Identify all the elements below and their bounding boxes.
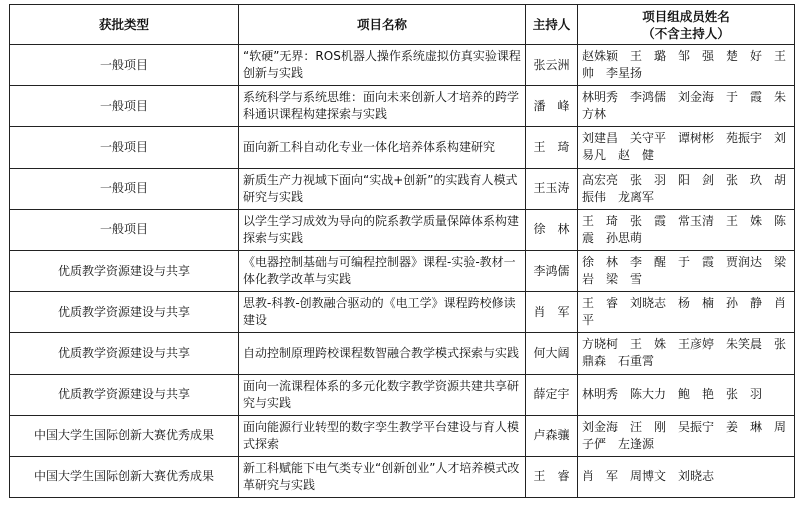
header-members-line1: 项目组成员姓名 bbox=[642, 8, 730, 24]
cell-type: 优质教学资源建设与共享 bbox=[10, 292, 239, 333]
cell-host: 王玉涛 bbox=[526, 168, 578, 209]
cell-members: 方晓柯 王 姝 王彦婷 朱笑晨 张鼎森 石重霄 bbox=[578, 333, 795, 374]
table-header bbox=[10, 5, 795, 45]
cell-type: 一般项目 bbox=[10, 45, 239, 86]
cell-host: 王 睿 bbox=[526, 456, 578, 497]
table-row bbox=[10, 209, 795, 250]
cell-type: 一般项目 bbox=[10, 127, 239, 168]
cell-project-name: 系统科学与系统思维：面向未来创新人才培养的跨学科通识课程构建探索与实践 bbox=[239, 86, 526, 127]
table-row bbox=[10, 333, 795, 374]
cell-type: 优质教学资源建设与共享 bbox=[10, 374, 239, 415]
cell-project-name: 新工科赋能下电气类专业“创新创业”人才培养模式改革研究与实践 bbox=[239, 456, 526, 497]
cell-type: 一般项目 bbox=[10, 209, 239, 250]
cell-project-name: 面向新工科自动化专业一体化培养体系构建研究 bbox=[239, 127, 526, 168]
cell-members: 高宏亮 张 羽 阳 剑 张 玖 胡振伟 龙离军 bbox=[578, 168, 795, 209]
cell-host: 王 琦 bbox=[526, 127, 578, 168]
cell-host: 徐 林 bbox=[526, 209, 578, 250]
cell-host: 张云洲 bbox=[526, 45, 578, 86]
cell-members: 赵姝颖 王 璐 邹 强 楚 好 王 帅 李星扬 bbox=[578, 45, 795, 86]
header-members bbox=[578, 5, 795, 45]
cell-project-name: “软硬”无界：ROS机器人操作系统虚拟仿真实验课程创新与实践 bbox=[239, 45, 526, 86]
cell-type: 中国大学生国际创新大赛优秀成果 bbox=[10, 415, 239, 456]
cell-members: 刘金海 汪 刚 吴振宁 姜 琳 周子俨 左逢源 bbox=[578, 415, 795, 456]
table-body bbox=[10, 45, 798, 498]
cell-members: 林明秀 陈大力 鲍 艳 张 羽 bbox=[578, 374, 795, 415]
cell-members: 王 睿 刘晓志 杨 楠 孙 静 肖 平 bbox=[578, 292, 795, 333]
cell-project-name: 思教-科教-创教融合驱动的《电工学》课程跨校修读建设 bbox=[239, 292, 526, 333]
table-row bbox=[10, 292, 795, 333]
cell-project-name: 面向一流课程体系的多元化数字教学资源共建共享研究与实践 bbox=[239, 374, 526, 415]
header-members-line2: （不含主持人） bbox=[642, 25, 730, 41]
award-table-container bbox=[9, 4, 798, 498]
cell-type: 优质教学资源建设与共享 bbox=[10, 333, 239, 374]
cell-type: 中国大学生国际创新大赛优秀成果 bbox=[10, 456, 239, 497]
cell-type: 一般项目 bbox=[10, 168, 239, 209]
header-type: 获批类型 bbox=[10, 5, 239, 45]
cell-project-name: 面向能源行业转型的数字孪生教学平台建设与育人模式探索 bbox=[239, 415, 526, 456]
cell-host: 何大阔 bbox=[526, 333, 578, 374]
cell-project-name: 《电器控制基础与可编程控制器》课程-实验-教材一体化教学改革与实践 bbox=[239, 250, 526, 291]
cell-project-name: 自动控制原理跨校课程数智融合教学模式探索与实践 bbox=[239, 333, 526, 374]
table-row bbox=[10, 86, 795, 127]
table-row bbox=[10, 374, 795, 415]
cell-members: 刘建昌 关守平 谭树彬 苑振宇 刘易凡 赵 健 bbox=[578, 127, 795, 168]
cell-host: 潘 峰 bbox=[526, 86, 578, 127]
table-row bbox=[10, 45, 795, 86]
table-row bbox=[10, 415, 795, 456]
cell-type: 一般项目 bbox=[10, 86, 239, 127]
cell-host: 薛定宇 bbox=[526, 374, 578, 415]
cell-host: 肖 军 bbox=[526, 292, 578, 333]
cell-members: 肖 军 周博文 刘晓志 bbox=[578, 456, 795, 497]
header-name: 项目名称 bbox=[239, 5, 526, 45]
cell-project-name: 新质生产力视域下面向“实战+创新”的实践育人模式研究与实践 bbox=[239, 168, 526, 209]
cell-type: 优质教学资源建设与共享 bbox=[10, 250, 239, 291]
cell-members: 林明秀 李鸿儒 刘金海 于 霞 朱方林 bbox=[578, 86, 795, 127]
cell-members: 王 琦 张 霞 常玉清 王 姝 陈 震 孙思萌 bbox=[578, 209, 795, 250]
table-row bbox=[10, 250, 795, 291]
cell-host: 李鸿儒 bbox=[526, 250, 578, 291]
table-row bbox=[10, 168, 795, 209]
award-table bbox=[9, 4, 798, 498]
cell-members: 徐 林 李 醒 于 霞 贾润达 梁 岩 梁 雪 bbox=[578, 250, 795, 291]
header-row bbox=[10, 5, 795, 45]
header-host: 主持人 bbox=[526, 5, 578, 45]
cell-project-name: 以学生学习成效为导向的院系教学质量保障体系构建探索与实践 bbox=[239, 209, 526, 250]
cell-host: 卢森骧 bbox=[526, 415, 578, 456]
table-row bbox=[10, 456, 795, 497]
table-row bbox=[10, 127, 795, 168]
